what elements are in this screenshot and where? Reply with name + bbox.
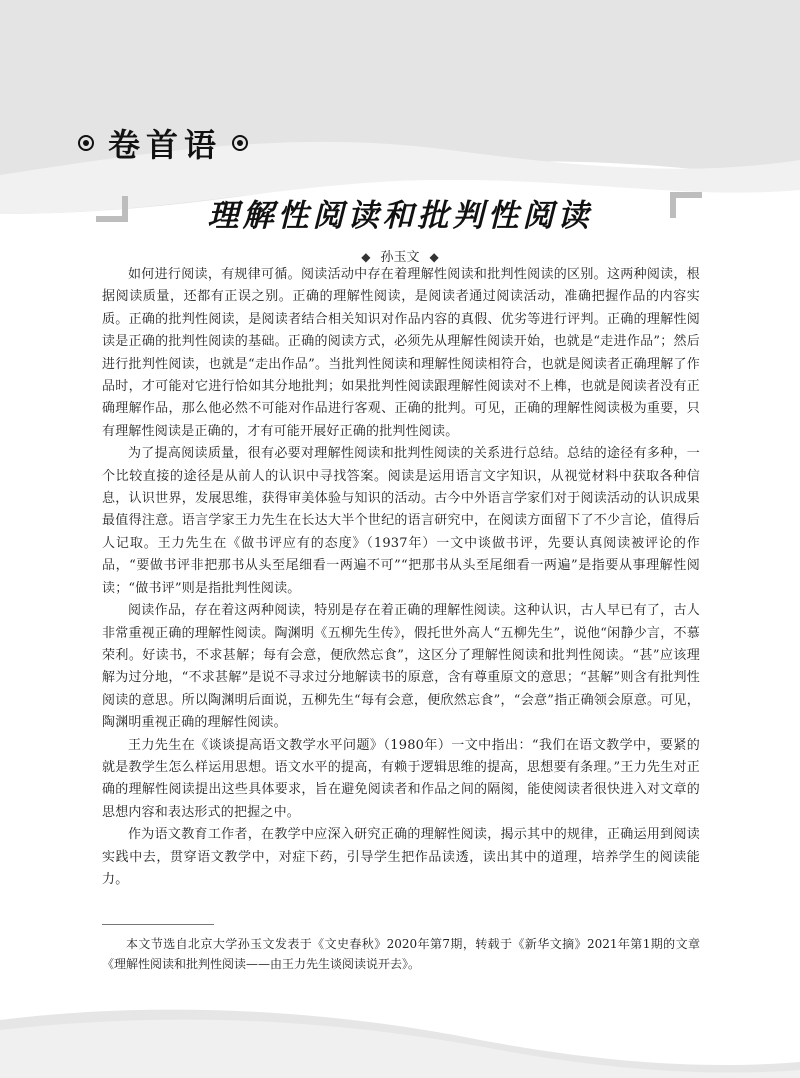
ring-dot-icon — [78, 135, 94, 151]
footnote-divider — [102, 924, 214, 925]
article-body — [102, 264, 700, 891]
diamond-icon: ◆ — [361, 250, 371, 264]
byline — [0, 246, 800, 265]
paragraph: 阅读作品，存在着这两种阅读，特别是存在着正确的理解性阅读。这种认识，古人早已有了，古人非常重视正确的理解性阅读。陶渊明《五柳先生传》，假托世外高人“五柳先生”，说他“闲静少言，不慕荣利。好读书，不求甚解；每有会意，便欣然忘食”，这区分了理解性阅读和批判性阅读。“甚”应该理解为过分地，“不求甚解”是说不寻求过分地解读书的原意，含有尊重原文的意思；“甚解”则含有批判性阅读的意思。所以陶渊明后面说，五柳先生“每有会意，便欣然忘食”，“会意”指正确领会原意。可见，陶渊明重视正确的理解性阅读。 — [102, 603, 700, 731]
article-title: 理解性阅读和批判性阅读 — [207, 198, 593, 234]
author-name: 孙玉文 — [380, 250, 420, 265]
section-header — [78, 118, 248, 168]
footnote: 本文节选自北京大学孙玉文发表于《文史春秋》2020年第7期，转载于《新华文摘》2021年第1期的文章《理解性阅读和批判性阅读——由王力先生谈阅读说开去》。 — [102, 937, 700, 971]
paragraph: 如何进行阅读，有规律可循。阅读活动中存在着理解性阅读和批判性阅读的区别。这两种阅读，根据阅读质量，还都有正误之别。正确的理解性阅读，是阅读者通过阅读活动，准确把握作品的内容实质。正确的批判性阅读，是阅读者结合相关知识对作品内容的真假、优劣等进行评判。正确的理解性阅读是正确的批判性阅读的基础。正确的阅读方式，必须先从理解性阅读开始，也就是“走进作品”；然后进行批判性阅读，也就是“走出作品”。当批判性阅读和理解性阅读相符合，也就是阅读者正确理解了作品时，才可能对它进行恰如其分地批判；如果批判性阅读跟理解性阅读对不上榫，也就是阅读者没有正确理解作品，那么他必然不可能对作品进行客观、正确的批判。可见，正确的理解性阅读极为重要，只有理解性阅读是正确的，才有可能开展好正确的批判性阅读。 — [102, 267, 700, 439]
paragraph: 王力先生在《谈谈提高语文教学水平问题》（1980年）一文中指出：“我们在语文教学中，要紧的就是教学生怎么样运用思想。语文水平的提高，有赖于逻辑思维的提高，思想要有条理。”王力先生对正确的理解性阅读提出这些具体要求，旨在避免阅读者和作品之间的隔阂，能使阅读者很快进入对文章的思想内容和表达形式的把握之中。 — [102, 737, 700, 820]
ring-dot-icon — [232, 135, 248, 151]
paragraph: 为了提高阅读质量，很有必要对理解性阅读和批判性阅读的关系进行总结。总结的途径有多种，一个比较直接的途径是从前人的认识中寻找答案。阅读是运用语言文字知识，从视觉材料中获取各种信息，认识世界，发展思维，获得审美体验与知识的活动。古今中外语言学家们对于阅读活动的认识成果最值得注意。语言学家王力先生在长达大半个世纪的语言研究中，在阅读方面留下了不少言论，值得后人记取。王力先生在《做书评应有的态度》（1937年）一文中谈做书评，先要认真阅读被评论的作品，“要做书评非把那书从头至尾细看一两遍不可”“把那书从头至尾细看一两遍”是指要从事理解性阅读；“做书评”则是指批判性阅读。 — [102, 446, 700, 596]
diamond-icon: ◆ — [429, 250, 439, 264]
paragraph: 作为语文教育工作者，在教学中应深入研究正确的理解性阅读，揭示其中的规律，正确运用到阅读实践中去，贯穿语文教学中，对症下药，引导学生把作品读透，读出其中的道理，培养学生的阅读能力。 — [102, 827, 700, 887]
section-title: 卷首语 — [108, 126, 223, 164]
